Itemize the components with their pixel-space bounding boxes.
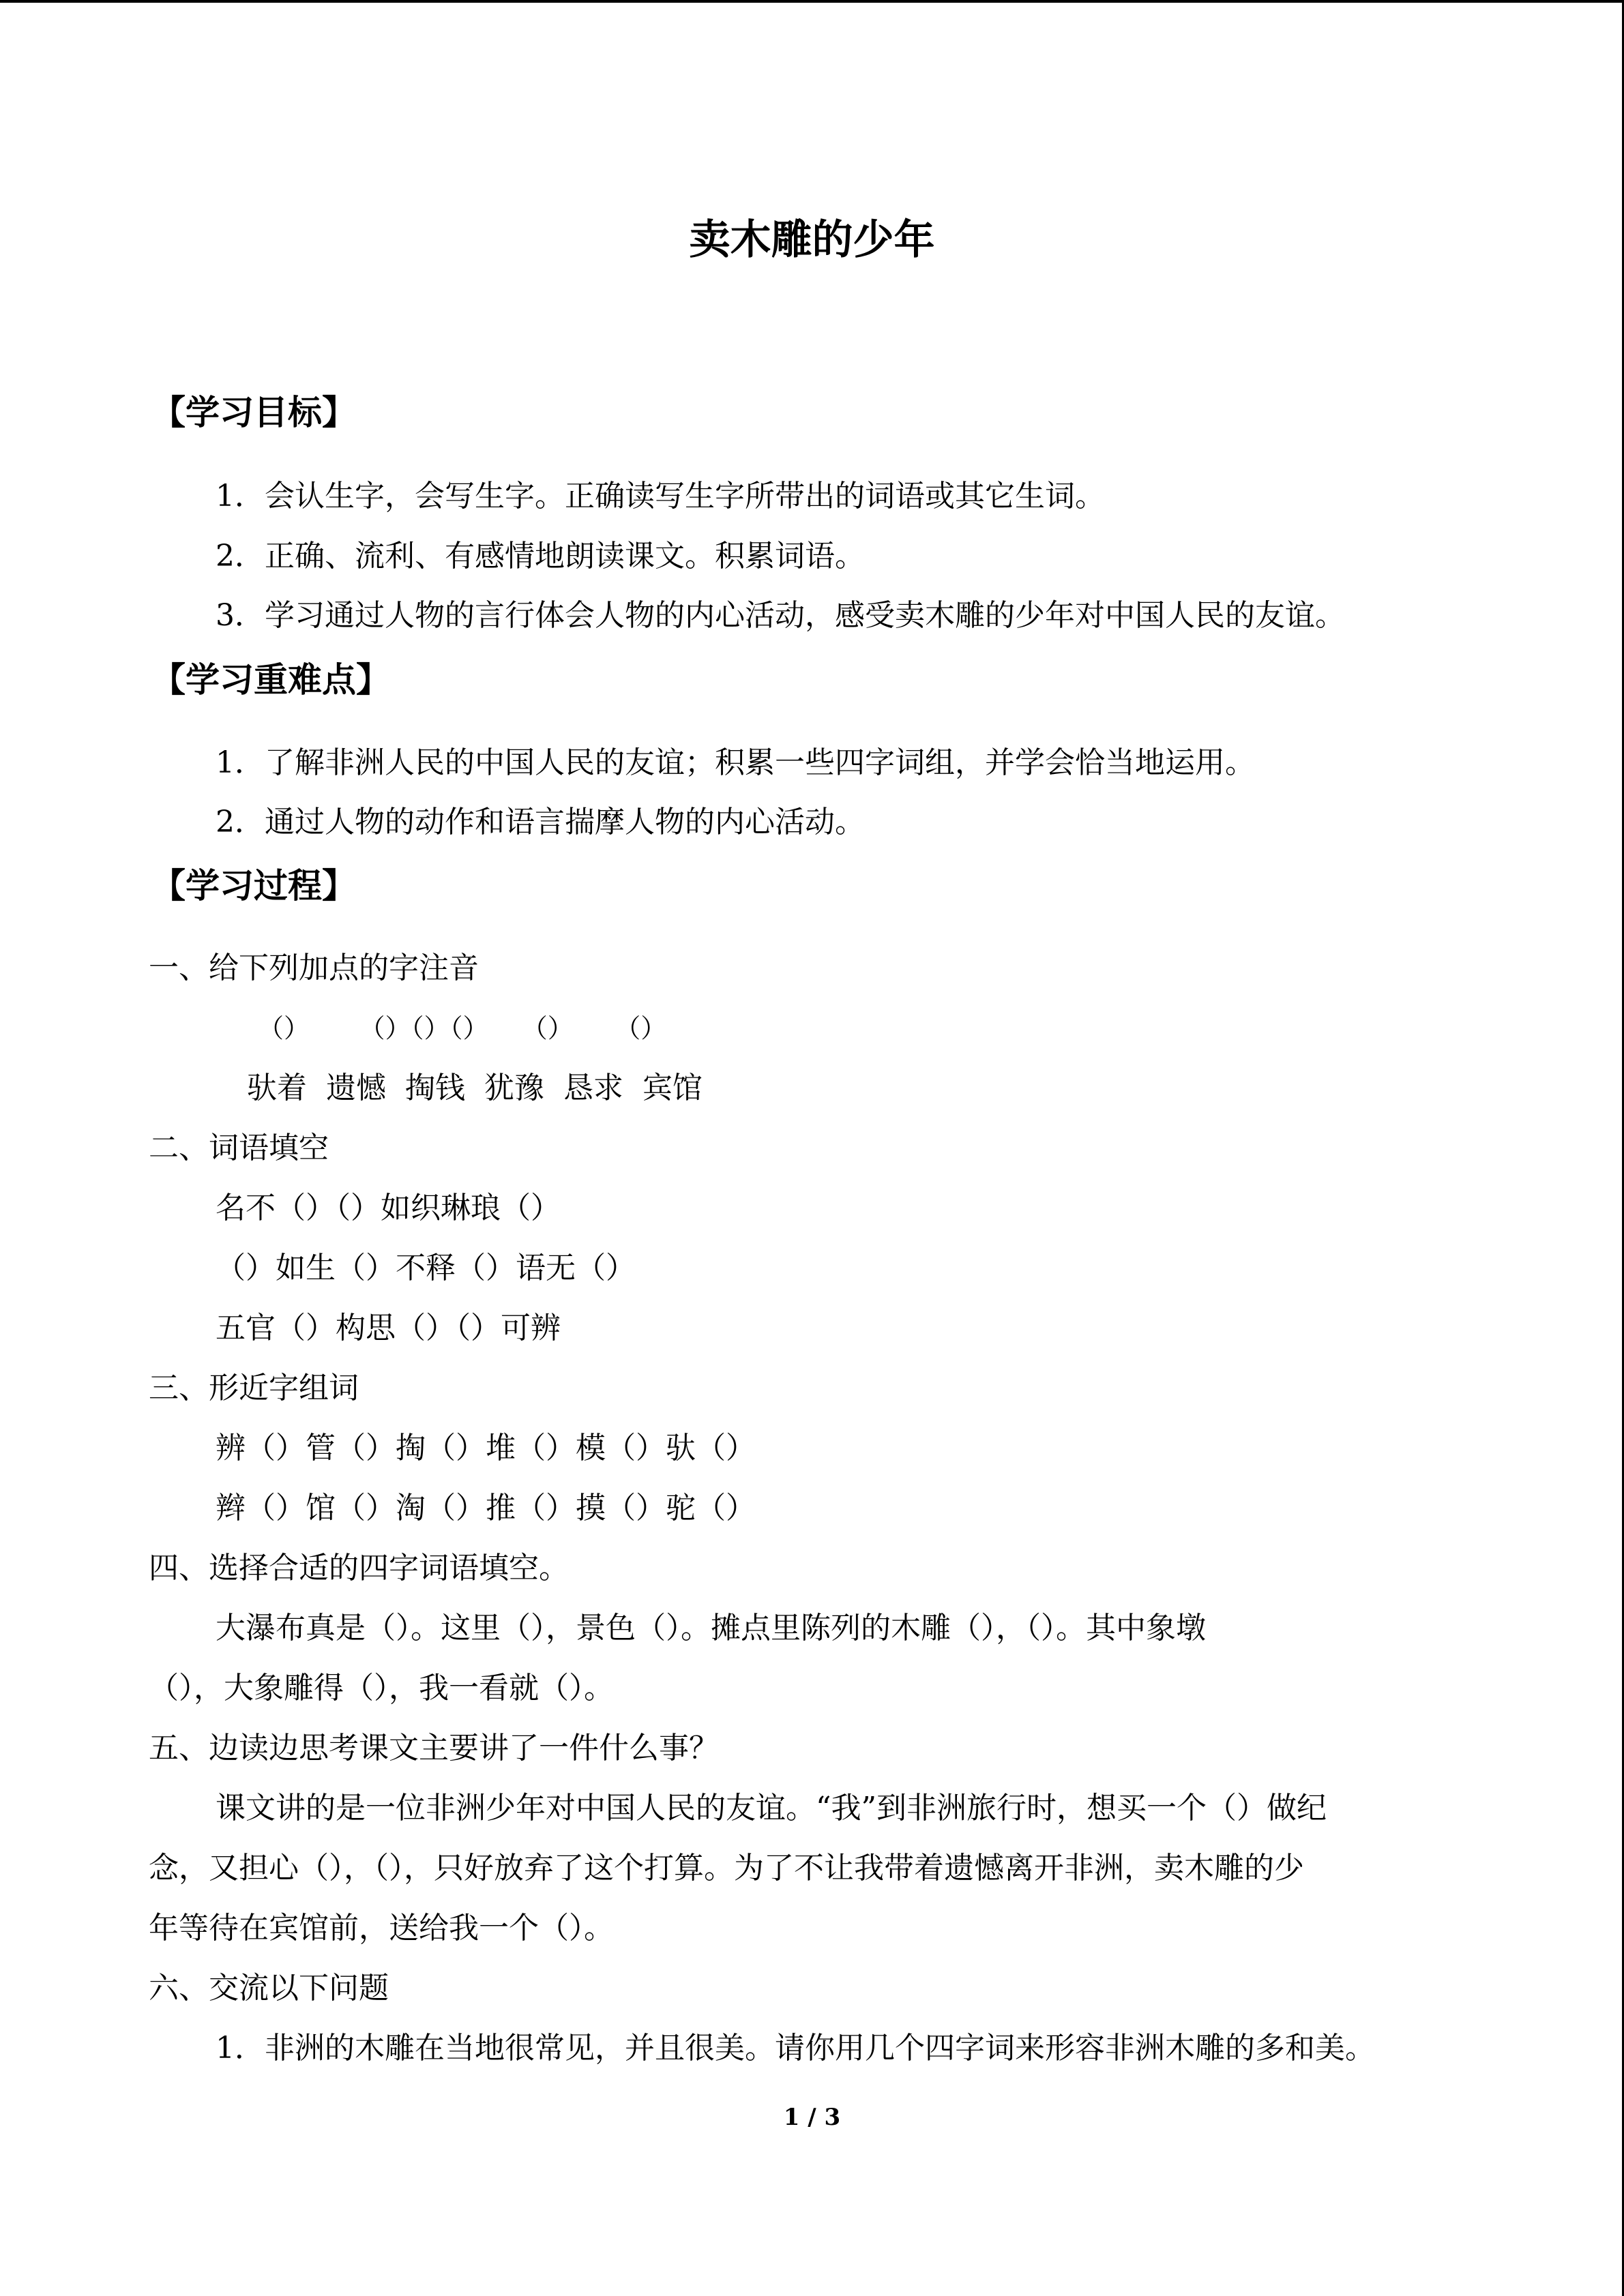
page-number: 1 / 3: [783, 2104, 841, 2131]
question-4-line-1: 大瀑布真是（）。这里（），景色（）。摊点里陈列的木雕（），（）。其中象墩: [216, 1611, 1206, 1645]
question-2-title: 二、词语填空: [149, 1131, 329, 1165]
page-title: 卖木雕的少年: [689, 216, 935, 264]
question-3-line-1: 辨（）管（）掏（）堆（）模（）驮（）: [216, 1431, 756, 1465]
key-point-item-1: 1．了解非洲人民的中国人民的友谊；积累一些四字词组，并学会恰当地运用。: [216, 745, 1255, 780]
question-2-line-2: （）如生（）不释（）语无（）: [216, 1251, 636, 1285]
question-1-words: 驮着 遗憾 掏钱 犹豫 恳求 宾馆: [247, 1071, 703, 1105]
question-2-line-3: 五官（）构思（）（）可辨: [216, 1311, 561, 1345]
question-1-brackets: （） （）（）（） （） （）: [258, 1013, 667, 1043]
question-3-title: 三、形近字组词: [149, 1371, 359, 1405]
goal-item-3: 3．学习通过人物的言行体会人物的内心活动，感受卖木雕的少年对中国人民的友谊。: [216, 598, 1345, 633]
question-5-line-2: 念，又担心（），（），只好放弃了这个打算。为了不让我带着遗憾离开非洲，卖木雕的少: [149, 1851, 1304, 1885]
question-6-line-1: 1．非洲的木雕在当地很常见，并且很美。请你用几个四字词来形容非洲木雕的多和美。: [216, 2031, 1375, 2066]
question-4-title: 四、选择合适的四字词语填空。: [149, 1551, 569, 1585]
question-4-line-2: （），大象雕得（），我一看就（）。: [149, 1671, 614, 1705]
goal-item-1: 1．会认生字，会写生字。正确读写生字所带出的词语或其它生词。: [216, 479, 1105, 513]
question-6-title: 六、交流以下问题: [149, 1971, 389, 2006]
key-point-item-2: 2．通过人物的动作和语言揣摩人物的内心活动。: [216, 805, 865, 839]
question-1-title: 一、给下列加点的字注音: [149, 951, 479, 985]
section-heading-key-points: 【学习重难点】: [151, 660, 390, 700]
goal-item-2: 2．正确、流利、有感情地朗读课文。积累词语。: [216, 539, 865, 573]
page-top-border: [0, 0, 1624, 3]
question-5-title: 五、边读边思考课文主要讲了一件什么事？: [149, 1731, 719, 1765]
section-heading-process: 【学习过程】: [151, 866, 356, 906]
question-5-line-1: 课文讲的是一位非洲少年对中国人民的友谊。“我”到非洲旅行时，想买一个（）做纪: [216, 1791, 1327, 1825]
question-5-line-3: 年等待在宾馆前，送给我一个（）。: [149, 1911, 614, 1945]
section-heading-goals: 【学习目标】: [151, 393, 356, 432]
question-2-line-1: 名不（）（）如织琳琅（）: [216, 1191, 561, 1225]
question-3-line-2: 辫（）馆（）淘（）推（）摸（）驼（）: [216, 1491, 756, 1525]
